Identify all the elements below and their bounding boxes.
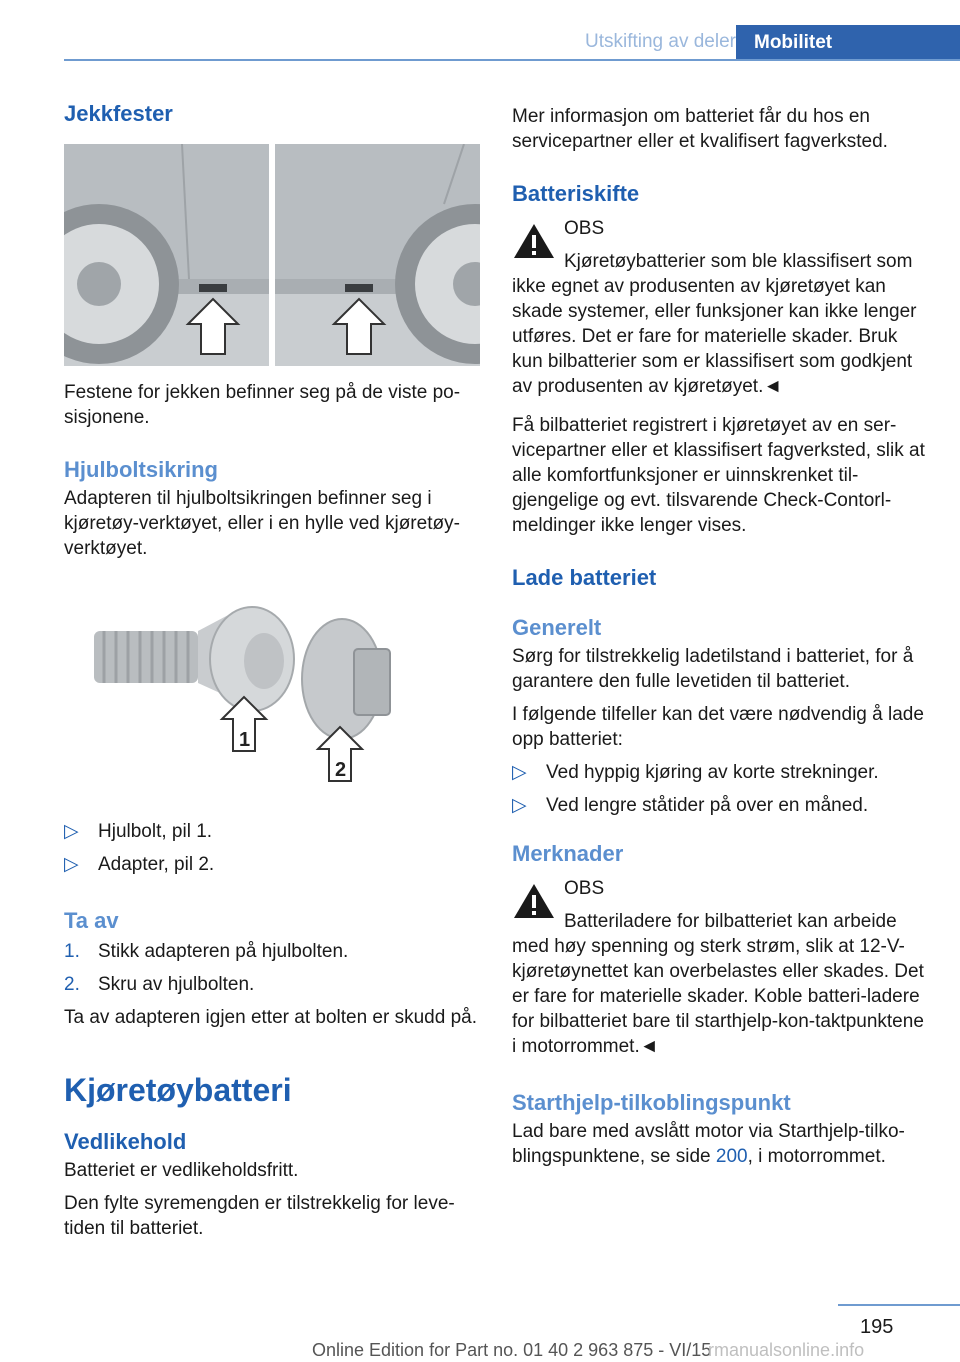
jack-points-illustration	[64, 144, 480, 366]
warning-text-2: Batteriladere for bilbatteriet kan arbeide med høy spenning og sterk strøm, slik at 12-V-kjøretøynettet kan overbelastes eller skades. Det er fare for materielle skader. Koble batteri-ladere for bilbatteriet bare til starthjelp-kon-taktpunktene i motorrommet.◄	[512, 911, 924, 1057]
remove-heading: Ta av	[64, 908, 119, 933]
maint-text-1: Batteriet er vedlikeholdsfritt.	[64, 1160, 299, 1181]
wheellock-text: Adapteren til hjulboltsikringen befinner seg i kjøretøy-verktøyet, eller i en hylle ved kjøretøy-verktøyet.	[64, 488, 460, 559]
warning-icon	[512, 222, 556, 260]
figure-label-1: 1	[239, 729, 251, 751]
header-section-title: Utskifting av deler	[584, 31, 736, 52]
register-text: Få bilbatteriet registrert i kjøretøyet av en ser-vicepartner eller et klassifisert fagverksted, slik at alle komfortfunksjoner er uinnskrenket til-gjengelige og evt. tilsvarende Check-Contorl-meldinger ikke lenger vises.	[512, 415, 925, 536]
warning-block-2	[512, 876, 928, 901]
page-header	[64, 25, 960, 61]
watermark: rmanualsonline.info	[708, 1340, 865, 1360]
cases-list	[512, 760, 928, 818]
remove-note: Ta av adapteren igjen etter at bolten er skudd på.	[64, 1007, 477, 1028]
jack-caption: Festene for jekken befinner seg på de viste po-sisjonene.	[64, 382, 461, 428]
warning-text-1: Kjøretøybatterier som ble klassifisert som ikke egnet av produsenten av kjøretøyet kan skade systemer, eller funksjoner kan ikke lenger utføres. Det er fare for materielle skader. Bruk kun bilbatterier som er klassifisert som godkjent av produsenten av kjøretøyet.◄	[512, 251, 917, 397]
page-number: 195	[860, 1316, 894, 1338]
edition-footer: Online Edition for Part no. 01 40 2 963 875 - VI/15	[312, 1340, 712, 1360]
parts-list	[64, 819, 480, 877]
warning-label: OBS	[564, 218, 605, 239]
more-info-text: Mer informasjon om batteriet får du hos en servicepartner eller et kvalifisert fagverksted.	[512, 106, 888, 152]
list-item: ▷ Adapter, pil 2.	[64, 854, 215, 875]
wheellock-illustration	[92, 601, 392, 793]
figure-label-2: 2	[335, 759, 347, 781]
list-item: ▷ Hjulbolt, pil 1.	[64, 821, 213, 842]
warning-label: OBS	[564, 878, 605, 899]
wheellock-heading: Hjulboltsikring	[64, 457, 218, 482]
jack-heading: Jekkfester	[64, 101, 173, 126]
footer-rule	[838, 1304, 960, 1306]
cases-intro: I følgende tilfeller kan det være nødvendig å lade opp batteriet:	[512, 704, 924, 750]
list-item: ▷ Ved hyppig kjøring av korte strekninger.	[512, 762, 879, 783]
charge-heading: Lade batteriet	[512, 565, 657, 590]
notes-heading: Merknader	[512, 841, 624, 866]
right-column	[512, 104, 928, 1169]
list-item: 2. Skru av hjulbolten.	[64, 974, 255, 995]
warning-icon	[512, 882, 556, 920]
general-text: Sørg for tilstrekkelig ladetilstand i batteriet, for å garantere den fulle levetiden til batteriet.	[512, 646, 914, 692]
header-chapter-tab[interactable]: Mobilitet	[736, 25, 960, 61]
maint-heading: Vedlikehold	[64, 1129, 187, 1154]
warning-block-1	[512, 216, 928, 241]
swap-heading: Batteriskifte	[512, 181, 640, 206]
list-item: 1. Stikk adapteren på hjulbolten.	[64, 941, 349, 962]
battery-heading: Kjøretøybatteri	[64, 1072, 292, 1108]
jump-text: Lad bare med avslått motor via Starthjelp-tilko-blingspunktene, se side 200, i motorrommet.	[512, 1121, 905, 1167]
list-item: ▷ Ved lengre ståtider på over en måned.	[512, 795, 869, 816]
jump-heading: Starthjelp-tilkoblingspunkt	[512, 1090, 791, 1115]
general-heading: Generelt	[512, 615, 602, 640]
page-link[interactable]: 200	[715, 1146, 748, 1167]
maint-text-2: Den fylte syremengden er tilstrekkelig for leve-tiden til batteriet.	[64, 1193, 455, 1239]
steps-list	[64, 939, 480, 997]
left-column	[64, 100, 480, 1241]
header-rule	[64, 59, 960, 61]
